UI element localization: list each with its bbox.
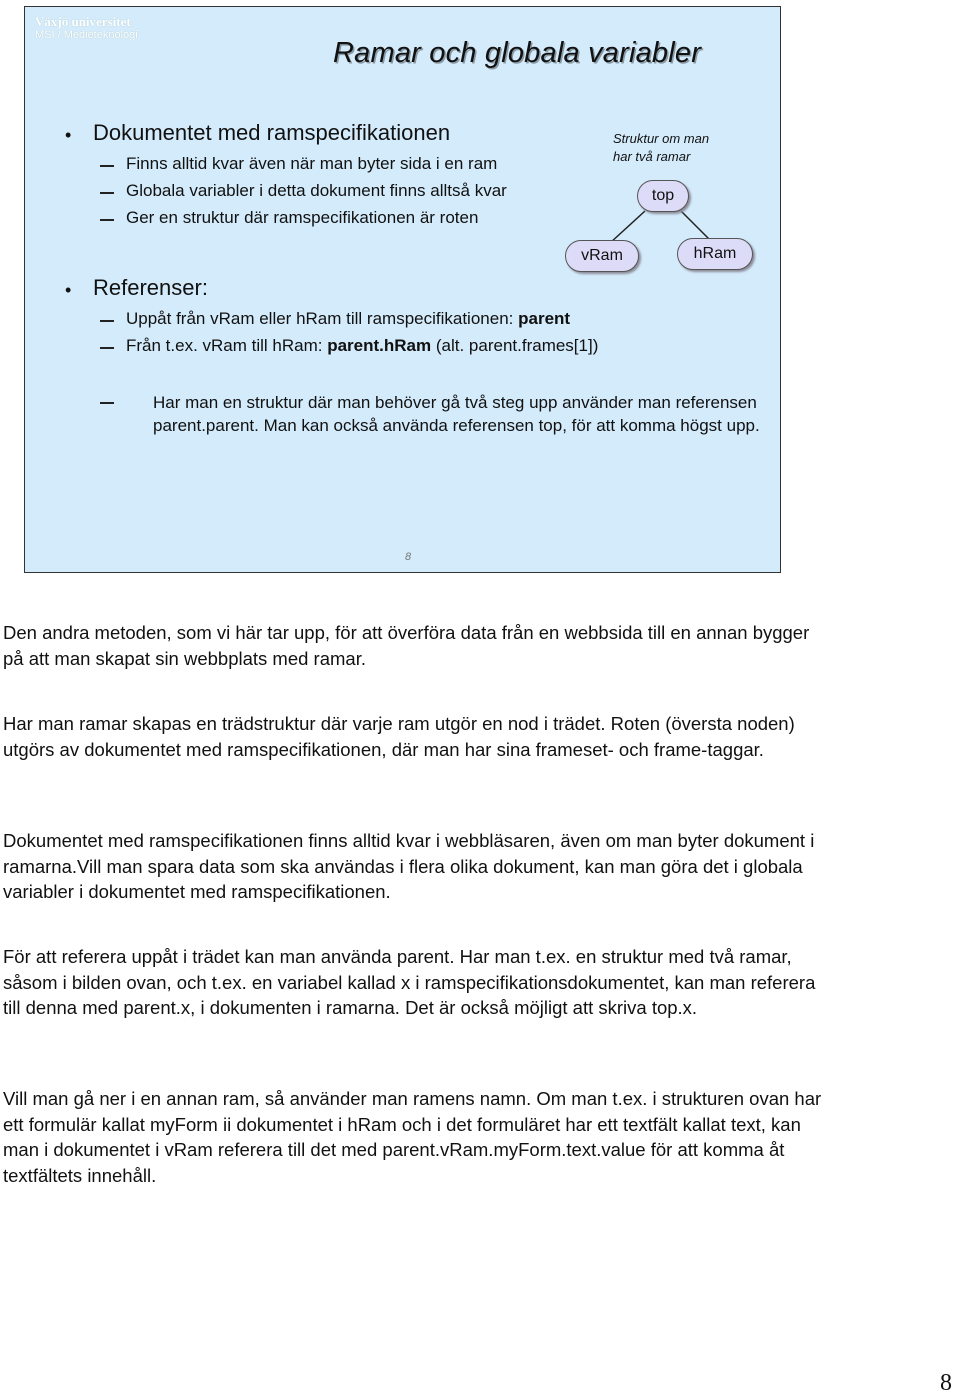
slide (24, 6, 781, 573)
bullet-icon: • (65, 280, 72, 300)
paragraph-5: Vill man gå ner i en annan ram, så använder man ramens namn. Om man t.ex. i strukturen ovan har ett formulär kallat myForm ii dokumentet i hRam och i det formuläret har ett textfält kallat text, kan man i dokumentet i vRam referera till det med parent.vRam.myForm.text.value för att komma åt textfältets innehåll. (3, 1088, 822, 1186)
sub-bullet-finns: Finns alltid kvar även när man byter sida i en ram (126, 154, 498, 173)
diagram-edges (25, 7, 782, 307)
sub-bullet-tva-steg: Har man en struktur där man behöver gå två steg upp använder man referensen parent.parent. Man kan också använda referensen top, för att komma högst upp. (153, 393, 760, 435)
bullet-dokumentet: Dokumentet med ramspecifikationen (93, 120, 451, 145)
bullet-referenser: Referenser: (93, 275, 208, 300)
sub-bullet-globala: Globala variabler i detta dokument finns alltså kvar (126, 181, 507, 200)
slide-page-number: 8 (405, 551, 412, 563)
tree-node-hram: hRam (677, 238, 753, 270)
paragraph-4: För att referera uppåt i trädet kan man använda parent. Har man t.ex. en struktur med två ramar, såsom i bilden ovan, och t.ex. en variabel kallad x i ramspecifikationsdokumentet, kan man referera till denna med parent.x, i dokumenten i ramarna. Det är också möjligt att skriva top.x. (3, 946, 816, 1018)
page-number: 8 (940, 1370, 952, 1396)
caption-line-2: har två ramar (613, 149, 691, 164)
sub-bullet-struktur: Ger en struktur där ramspecifikationen är roten (126, 208, 479, 227)
university-name: Växjö universitet (35, 14, 131, 29)
uppat-text: Uppåt från vRam eller hRam till ramspecifikationen: (126, 309, 519, 328)
slide-title: Ramar och globala variabler (333, 37, 702, 69)
sub-bullet-uppat (126, 309, 570, 329)
parent-keyword: parent (518, 309, 571, 328)
caption-line-1: Struktur om man (613, 131, 710, 146)
dash-icon (100, 402, 114, 404)
dash-icon (100, 347, 114, 349)
paragraph-2: Har man ramar skapas en trädstruktur där varje ram utgör en nod i trädet. Roten (översta noden) utgörs av dokumentet med ramspecifikationen, där man har sina frameset- och frame-taggar. (3, 713, 795, 760)
edge-top-vram (610, 211, 645, 243)
dash-icon (100, 320, 114, 322)
paragraph-1: Den andra metoden, som vi här tar upp, för att överföra data från en webbsida till en annan bygger på att man skapat sin webbplats med ramar. (3, 622, 810, 669)
fran-text: Från t.ex. vRam till hRam: (126, 336, 328, 355)
tree-node-top: top (637, 180, 689, 212)
bullet-icon: • (65, 125, 72, 145)
parent-hram-keyword: parent.hRam (327, 336, 432, 355)
paragraph-3: Dokumentet med ramspecifikationen finns alltid kvar i webbläsaren, även om man byter dokument i ramarna.Vill man spara data som ska användas i flera olika dokument, kan man göra det i globala variabler i dokumentet med ramspecifikationen. (3, 830, 815, 902)
sub-bullet-fran (126, 336, 598, 356)
tree-node-vram: vRam (565, 240, 639, 272)
fran-alt-text: (alt. parent.frames[1]) (431, 336, 599, 355)
edge-top-hram (681, 211, 709, 239)
department-name: MSI / Medieteknologi (35, 29, 138, 41)
